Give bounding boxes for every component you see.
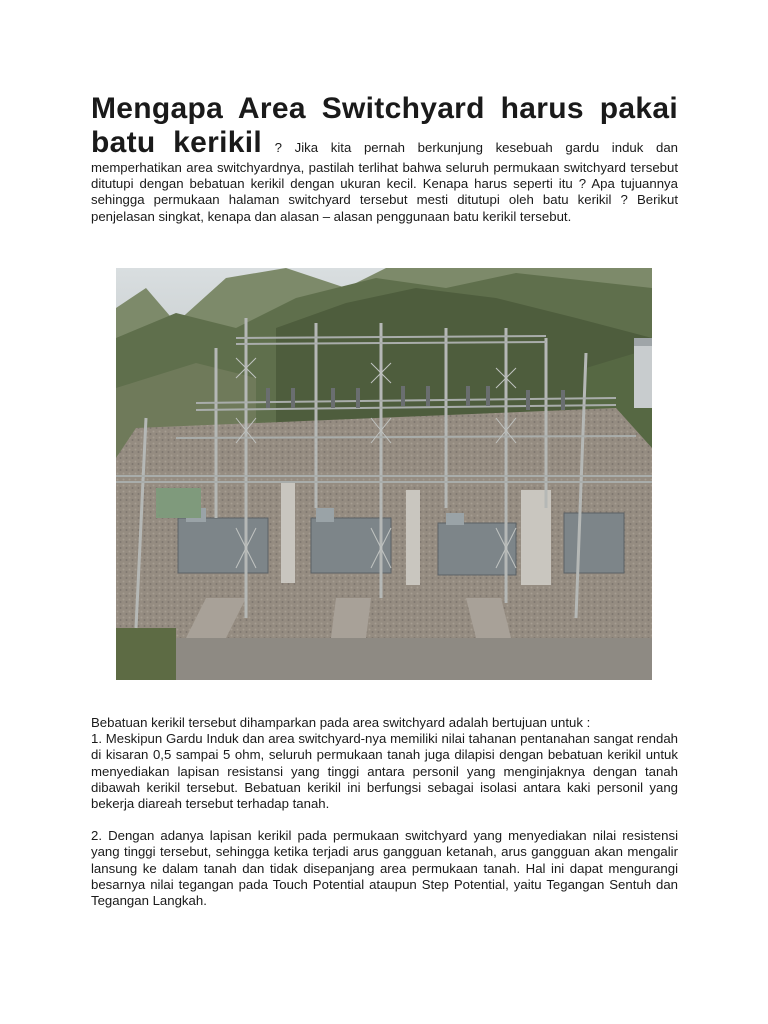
point-2-paragraph: 2. Dengan adanya lapisan kerikil pada permukaan switchyard yang menyediakan nilai resistensi yang tinggi tersebut, sehingga ketika terjadi arus gangguan ketanah, arus gangguan akan mengalir lansung ke dalam tanah dan tidak disepanjang area permukaan tanah. Hal ini dapat mengurangi besarnya nilai tegangan pada Touch Potential ataupun Step Potential, yaitu Tegangan Sentuh dan Tegangan Langkah. — [91, 828, 678, 909]
title-line-1: Mengapa Area Switchyard harus pakai — [91, 92, 678, 125]
article-body — [91, 715, 678, 925]
intro-paragraph — [91, 92, 678, 225]
article-intro-block — [91, 92, 678, 225]
lead-paragraph: Bebatuan kerikil tersebut dihamparkan pada area switchyard adalah bertujuan untuk : — [91, 715, 591, 730]
intro-text: ? Jika kita pernah berkunjung kesebuah gardu induk dan memperhatikan area switchyardnya, pastilah terlihat bahwa seluruh permukaan switchyard tersebut ditutupi dengan bebatuan kerikil dengan ukuran kecil. Kenapa harus seperti itu ? Apa tujuannya sehingga permukaan halaman switchyard tersebut mesti ditutupi oleh batu kerikil ? Berikut penjelasan singkat, kenapa dan alasan – alasan penggunaan batu kerikil tersebut. — [91, 140, 678, 224]
title-line-2: batu kerikil — [91, 126, 262, 159]
switchyard-photo — [116, 268, 652, 680]
point-1-paragraph: 1. Meskipun Gardu Induk dan area switchyard-nya memiliki nilai tahanan pentanahan sangat rendah di kisaran 0,5 sampai 5 ohm, seluruh permukaan tanah juga dilapisi dengan bebatuan kerikil untuk menyediakan lapisan resistansi yang tinggi antara personil yang menginjaknya dengan tanah dibawah kerikil tersebut. Bebatuan kerikil ini berfungsi sebagai isolasi antara kaki personil yang bekerja diareah tersebut terhadap tanah. — [91, 731, 678, 812]
